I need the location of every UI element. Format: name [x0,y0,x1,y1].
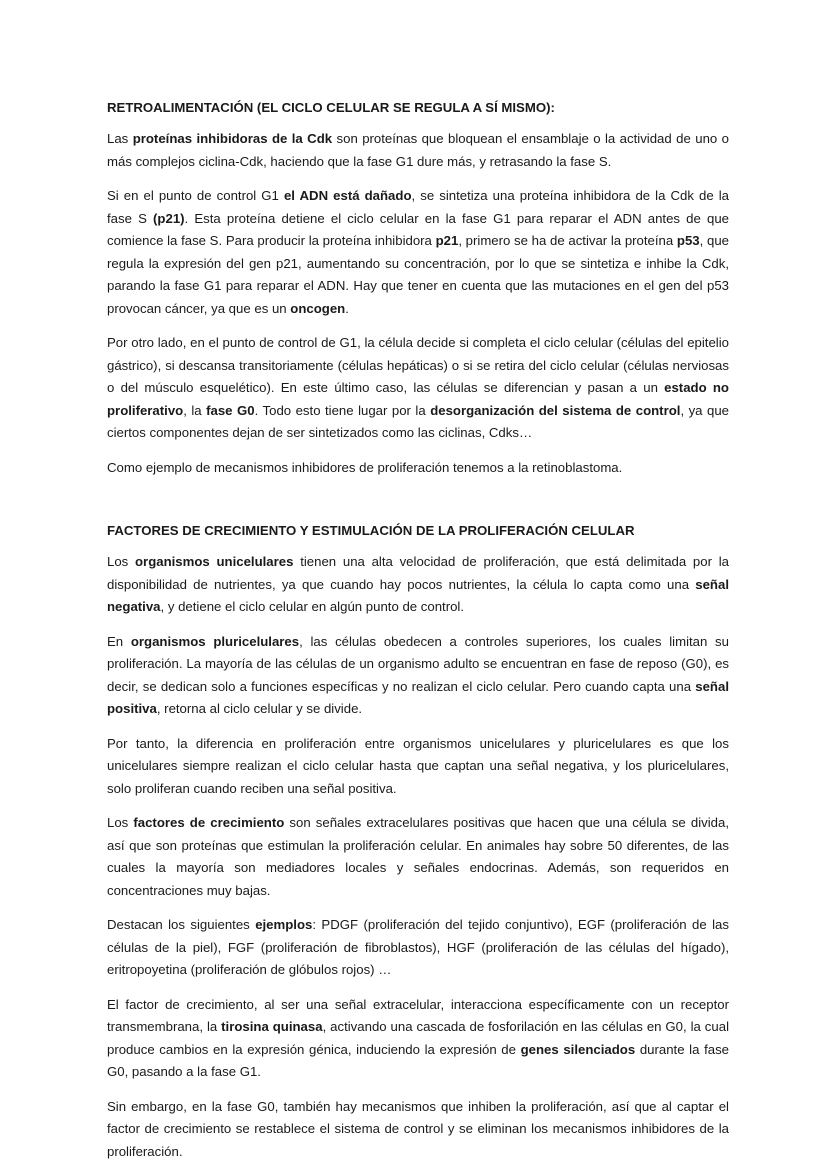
text-run: Sin embargo, en la fase G0, también hay mecanismos que inhiben la proliferación, así que al captar el factor de crecimiento se restablece el sistema de control y se eliminan los mecanismos inhibidores de la proliferación. [107,1098,729,1159]
text-run: tienen una alta velocidad de proliferación, que está delimitada por la disponibilidad de nutrientes, ya que cuando hay pocos nutrientes, la célula lo capta como una [107,554,729,592]
bold-term: p53 [676,233,700,248]
paragraph [107,185,729,320]
text-run: Destacan los siguientes [107,917,256,932]
text-run: . Esta proteína detiene el ciclo celular en la fase G1 para reparar el ADN antes de que comience la fase S. Para producir la proteína inhibidora [107,210,729,248]
bold-term: señal positiva [107,678,729,716]
text-run: , las células obedecen a controles superiores, los cuales limitan su proliferación. La mayoría de las células de un organismo adulto se encuentran en fase de reposo (G0), es decir, se dedican solo a funciones específicas y no realizan el ciclo celular. Pero cuando capta una [107,633,729,694]
text-run: , que regula la expresión del gen p21, aumentando su concentración, por lo que se sintetiza e inhibe la Cdk, parando la fase G1 para reparar el ADN. Hay que tener en cuenta que las mutaciones en el gen del p53 provocan cáncer, ya que es un [107,233,729,316]
bold-term: estado no proliferativo [107,380,729,418]
text-run: , y detiene el ciclo celular en algún punto de control. [160,599,465,614]
paragraph [107,551,729,619]
section-spacer [107,491,729,521]
text-run: son señales extracelulares positivas que hacen que una célula se divida, así que son proteínas que estimulan la proliferación celular. En animales hay sobre 50 diferentes, de las cuales la mayoría son mediadores locales y señales endocrinas. Además, son requeridos en concentraciones muy bajas. [107,815,729,898]
bold-term: tirosina quinasa [221,1019,323,1034]
text-run: En [107,633,131,649]
paragraph [107,994,729,1084]
text-run: , retorna al ciclo celular y se divide. [156,701,363,716]
bold-term: organismos pluricelulares [130,633,300,649]
text-run: . Todo esto tiene lugar por la [254,402,431,418]
text-run: , la [183,402,207,418]
bold-term: ejemplos [255,917,313,932]
bold-term: organismos unicelulares [135,554,294,569]
text-run: , se sintetiza una proteína inhibidora de la Cdk de la fase S [107,188,730,226]
bold-term: genes silenciados [520,1041,636,1057]
bold-term: factores de crecimiento [133,815,285,830]
text-run: , primero se ha de activar la proteína [458,233,677,248]
text-run: . [345,300,349,316]
text-run: Por tanto, la diferencia en proliferación entre organismos unicelulares y pluricelulares es que los unicelulares siempre realizan el ciclo celular hasta que captan una señal negativa, y los pluricelulares, solo proliferan cuando reciben una señal positiva. [107,735,729,796]
section-heading-factores-crecimiento: FACTORES DE CRECIMIENTO Y ESTIMULACIÓN DE LA PROLIFERACIÓN CELULAR [107,523,635,538]
paragraph [107,457,729,480]
bold-term: fase G0 [206,402,255,418]
paragraph [107,128,729,173]
text-run: Como ejemplo de mecanismos inhibidores de proliferación tenemos a la retinoblastoma. [107,459,623,475]
bold-term: oncogen [290,300,346,316]
text-run: Los [107,815,134,830]
text-run: durante la fase G0, pasando a la fase G1. [107,1041,729,1079]
text-run: , ya que ciertos componentes dejan de ser sintetizados como las ciclinas, Cdks… [107,402,729,440]
bold-term: el ADN está dañado [283,188,412,203]
bold-term: (p21) [153,210,185,226]
document-body [107,98,729,1175]
paragraph [107,1096,729,1164]
paragraph [107,914,729,982]
text-run: Las [107,131,133,146]
paragraph [107,733,729,801]
text-run: Si en el punto de control G1 [107,188,284,203]
section-retroalimentacion [107,128,729,479]
text-run: , activando una cascada de fosforilación en las células en G0, la cual produce cambios en la expresión génica, induciendo la expresión de [107,1019,729,1057]
text-run: El factor de crecimiento, al ser una señal extracelular, interacciona específicamente con un receptor transmembrana, la [107,996,729,1034]
text-run: Los [107,554,135,569]
section-factores-crecimiento [107,551,729,1163]
bold-term: desorganización del sistema de control [430,402,681,418]
paragraph [107,812,729,902]
section-heading-retroalimentacion: RETROALIMENTACIÓN (EL CICLO CELULAR SE REGULA A SÍ MISMO): [107,100,555,115]
text-run: son proteínas que bloquean el ensamblaje o la actividad de uno o más complejos ciclina-Cdk, haciendo que la fase G1 dure más, y retrasando la fase S. [107,131,729,169]
bold-term: proteínas inhibidoras de la Cdk [132,131,333,146]
paragraph [107,332,729,445]
text-run: Por otro lado, en el punto de control de G1, la célula decide si completa el ciclo celular (células del epitelio gástrico), si descansa transitoriamente (células hepáticas) o si se retira del ciclo celular (células nerviosas o del músculo esquelético). En este último caso, las células se diferencian y pasan a un [107,335,729,395]
text-run: : PDGF (proliferación del tejido conjuntivo), EGF (proliferación de las células de la piel), FGF (proliferación de fibroblastos), HGF (proliferación de las células del hígado), eritropoyetina (proliferación de glóbulos rojos) … [107,917,729,977]
paragraph [107,631,729,721]
bold-term: p21 [435,233,459,248]
bold-term: señal negativa [107,576,729,614]
